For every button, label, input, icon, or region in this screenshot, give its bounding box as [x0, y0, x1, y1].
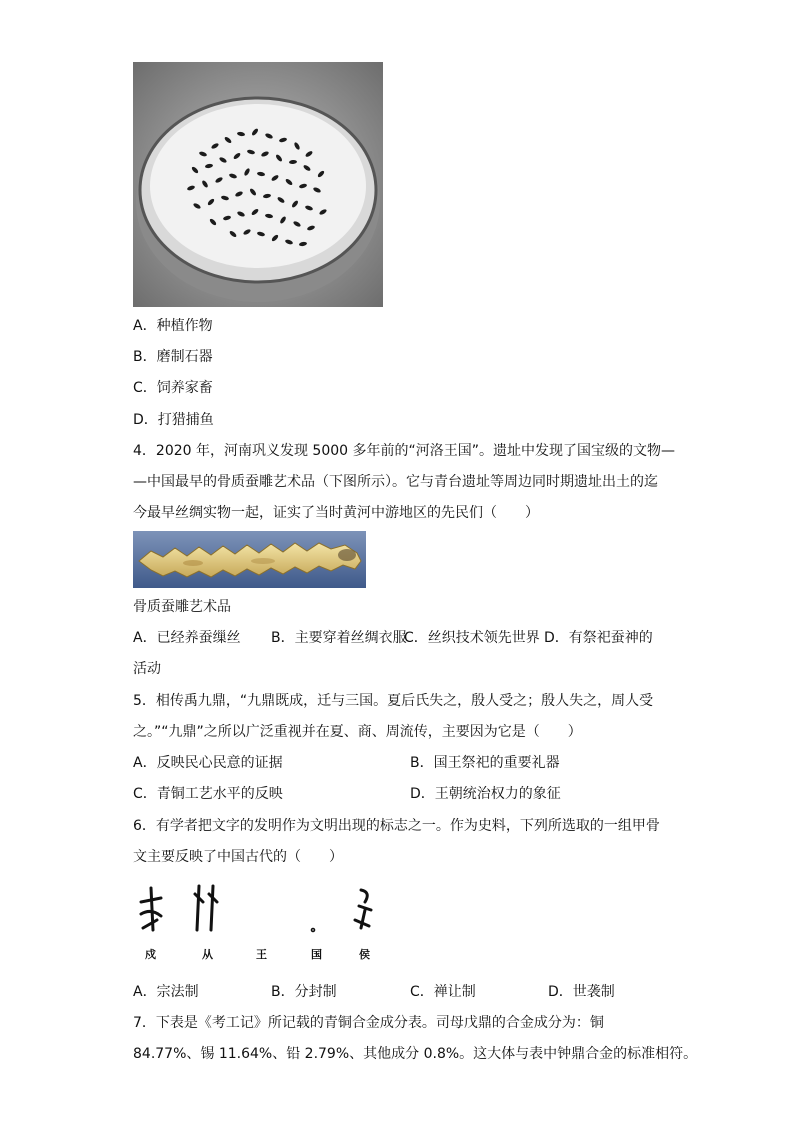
q7-stem-line2: 84.77%、锡 11.64%、铅 2.79%、其他成分 0.8%。这大体与表中钟鼎合金的标准相符。: [133, 1046, 698, 1062]
q5-option-b: B．国王祭祀的重要礼器: [410, 755, 560, 771]
q6-option-a: A．宗法制: [133, 984, 199, 1000]
q4-option-d: D．有祭祀蚕神的: [544, 630, 653, 646]
oracle-bone-characters: [133, 880, 383, 965]
q3-option-d: D．打猎捕鱼: [133, 412, 214, 428]
q6-option-b: B．分封制: [271, 984, 337, 1000]
q5-option-c: C．青铜工艺水平的反映: [133, 786, 283, 802]
q4-option-b: B．主要穿着丝绸衣服: [271, 630, 407, 646]
oracle-label-4: 国: [311, 948, 322, 961]
q6-option-c: C．禅让制: [410, 984, 476, 1000]
q6-option-d: D．世袭制: [548, 984, 615, 1000]
q6-stem-line2: 文主要反映了中国古代的（ ）: [133, 849, 343, 865]
q4-option-d-continued: 活动: [133, 661, 161, 677]
q3-option-b: B．磨制石器: [133, 349, 213, 365]
q4-option-a: A．已经养蚕缫丝: [133, 630, 241, 646]
oracle-label-3: 王: [256, 948, 267, 961]
q4-image-caption: 骨质蚕雕艺术品: [133, 599, 231, 615]
q5-option-d: D．王朝统治权力的象征: [410, 786, 561, 802]
q4-stem-line3: 今最早丝绸实物一起，证实了当时黄河中游地区的先民们（ ）: [133, 505, 539, 521]
q3-option-a: A．种植作物: [133, 318, 213, 334]
q6-stem-line1: 6．有学者把文字的发明作为文明出现的标志之一。作为史料，下列所选取的一组甲骨: [133, 818, 660, 834]
oracle-label-1: 戍: [145, 948, 156, 961]
oracle-label-5: 侯: [359, 948, 370, 961]
rice-dish-image: [133, 62, 383, 307]
q4-option-c: C．丝织技术领先世界: [404, 630, 540, 646]
q5-option-a: A．反映民心民意的证据: [133, 755, 283, 771]
q5-stem-line2: 之。”“九鼎”之所以广泛重视并在夏、商、周流传，主要因为它是（ ）: [133, 724, 582, 740]
rice-dish-photo: [133, 62, 383, 307]
q4-stem-line1: 4．2020 年，河南巩义发现 5000 多年前的“河洛王国”。遗址中发现了国宝级的文物—: [133, 443, 676, 459]
silkworm-carving-image: [133, 531, 366, 588]
silkworm-carving-photo: [133, 531, 366, 588]
q5-stem-line1: 5．相传禹九鼎，“九鼎既成，迁与三国。夏后氏失之，殷人受之；殷人失之，周人受: [133, 693, 654, 709]
oracle-label-2: 从: [202, 948, 213, 961]
q7-stem-line1: 7．下表是《考工记》所记载的青铜合金成分表。司母戊鼎的合金成分为：铜: [133, 1015, 604, 1031]
q3-option-c: C．饲养家畜: [133, 380, 213, 396]
q4-stem-line2: —中国最早的骨质蚕雕艺术品（下图所示）。它与青台遗址等周边同时期遗址出土的迄: [133, 474, 658, 490]
